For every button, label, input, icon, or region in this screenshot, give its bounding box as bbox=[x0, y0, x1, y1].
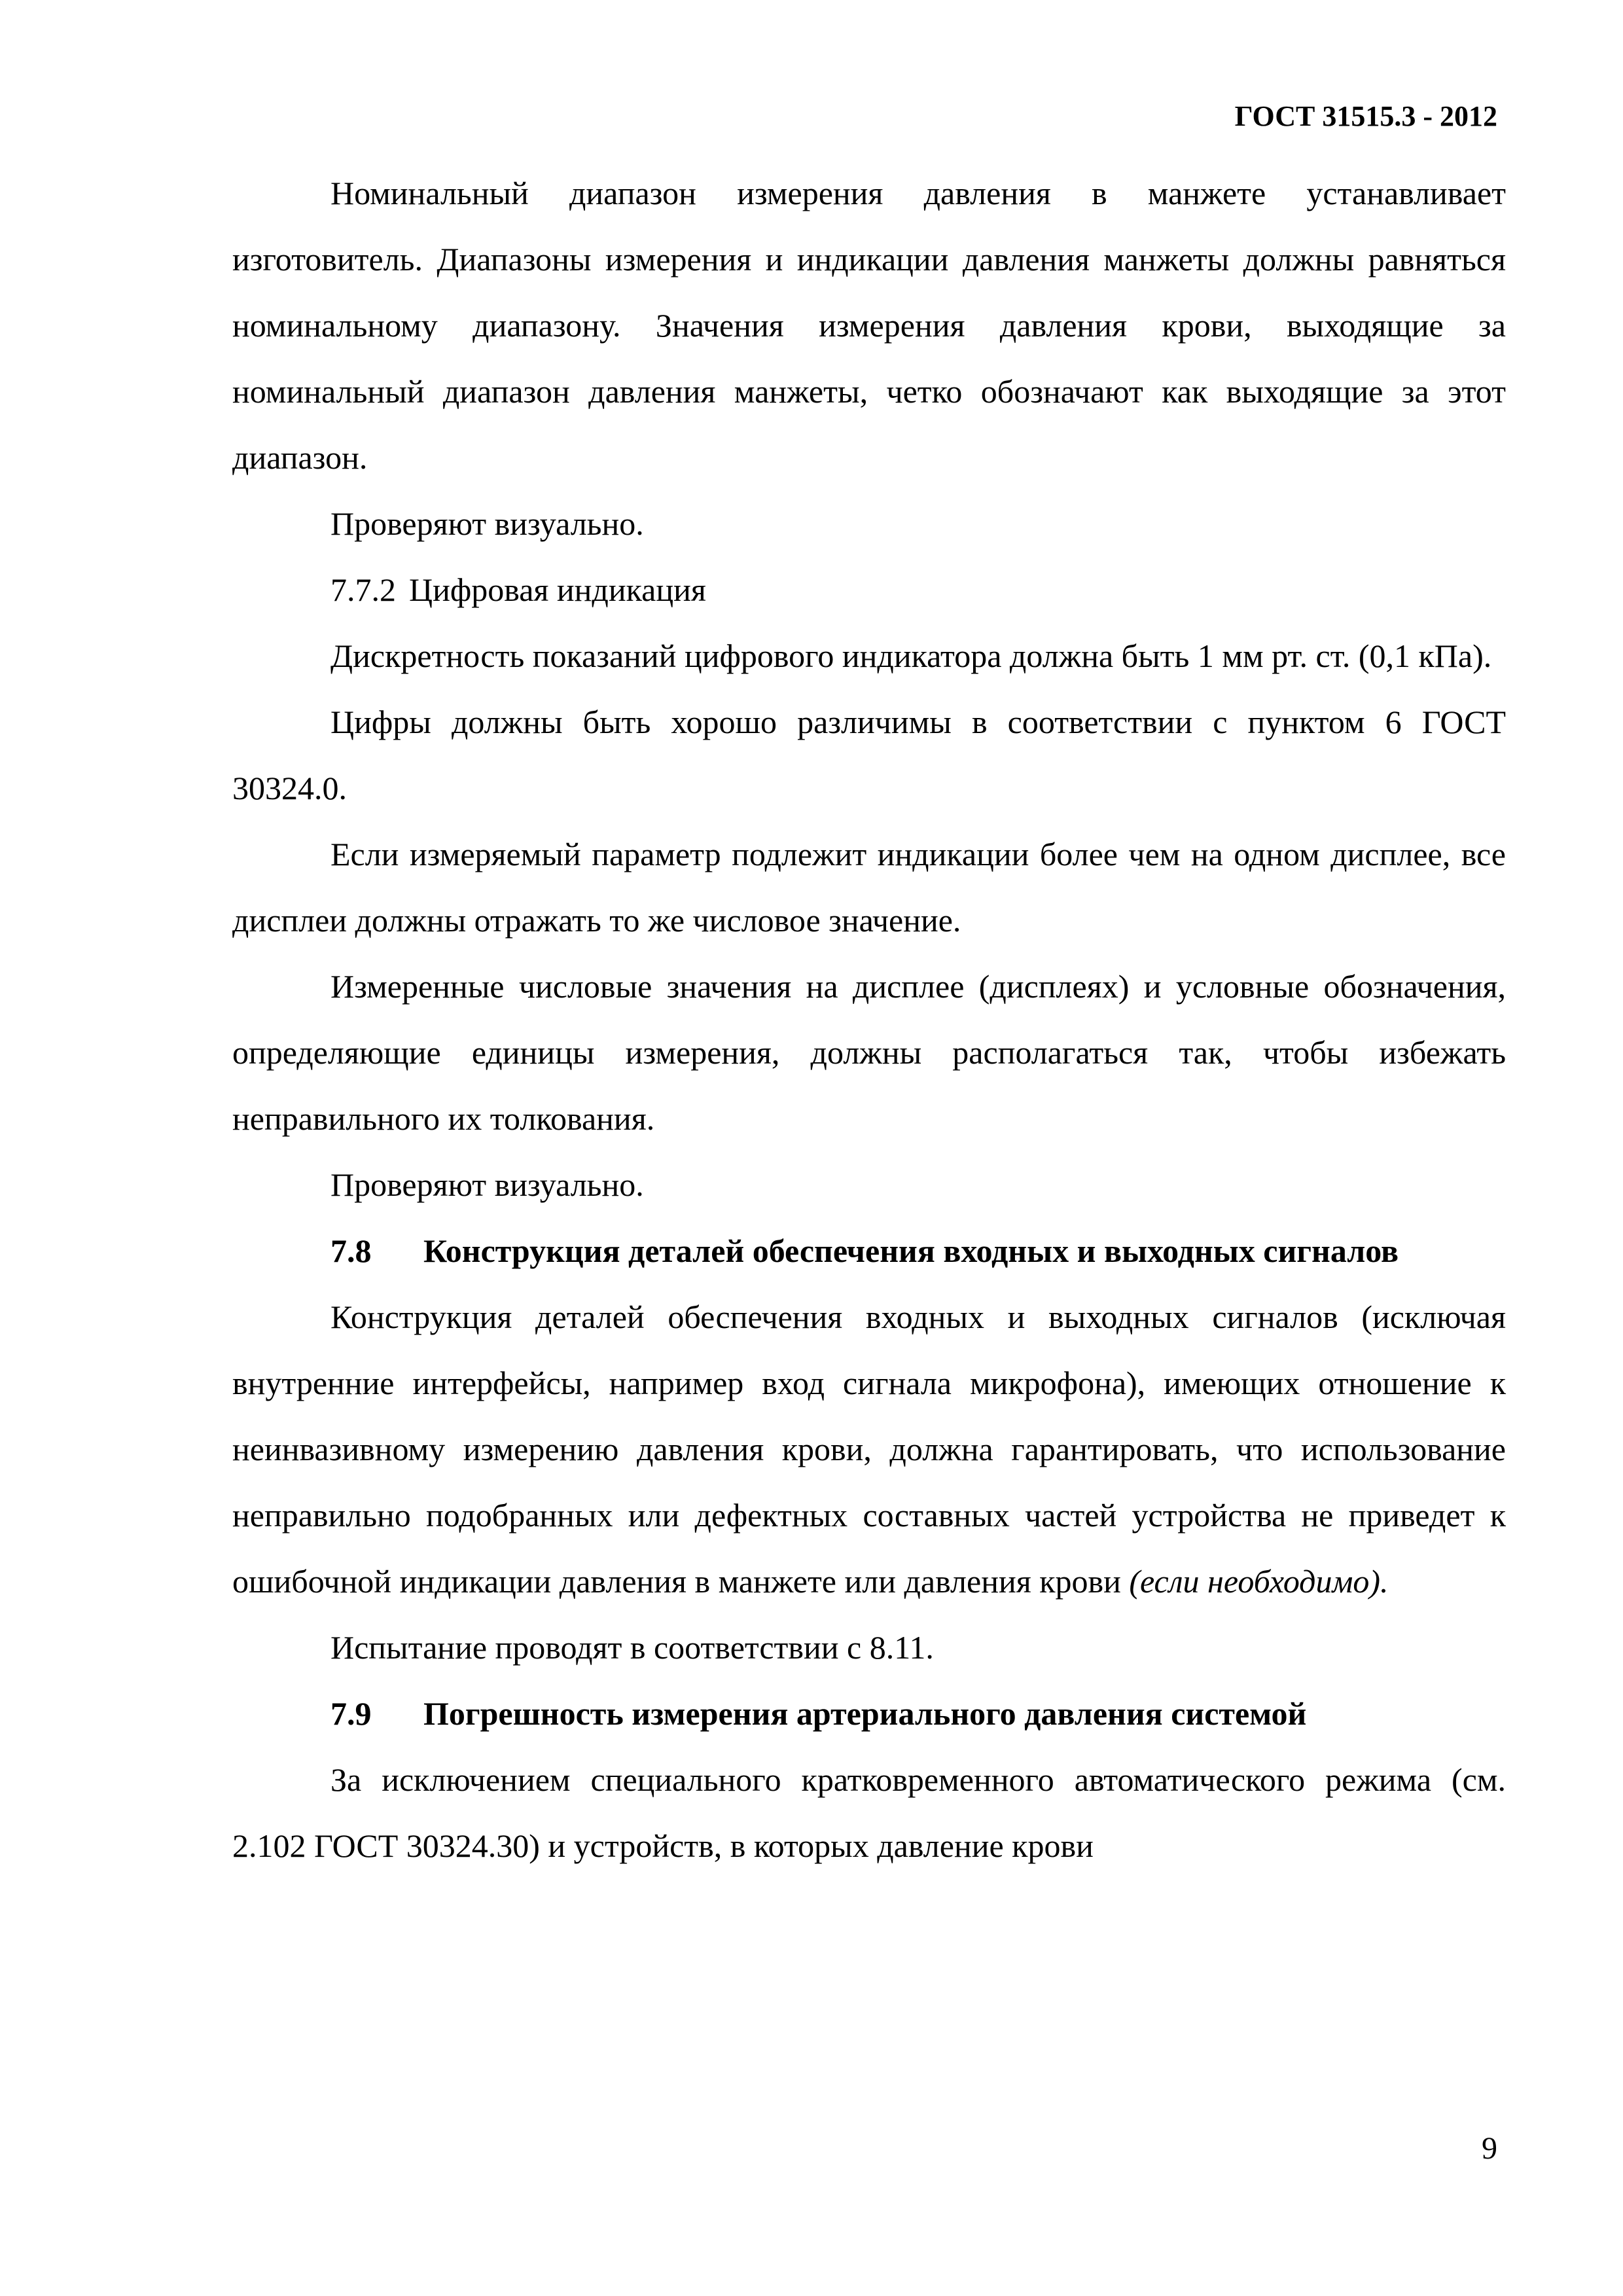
paragraph-signal-design-note: (если необходимо). bbox=[1129, 1563, 1389, 1600]
page-number: 9 bbox=[1482, 2131, 1497, 2166]
section-number: 7.8 bbox=[330, 1232, 372, 1269]
section-7-8-heading bbox=[232, 1218, 1506, 1284]
paragraph-visual-check-2: Проверяют визуально. bbox=[330, 1166, 644, 1203]
section-7-9-heading bbox=[232, 1681, 1506, 1747]
paragraph-digital-resolution: Дискретность показаний цифрового индикатора должна быть 1 мм рт. ст. (0,1 кПа). bbox=[330, 637, 1492, 674]
subsection-7-7-2-heading bbox=[232, 557, 1506, 623]
paragraph-signal-design-text: Конструкция деталей обеспечения входных и выходных сигналов (исключая внутренние интерфейсы, например вход сигнала микрофона), имеющих отношение к неинвазивному измерению давления крови, должна гарантировать, что использование неправильно подобранных или дефектных составных частей устройства не приведет к ошибочной индикации давления в манжете или давления крови bbox=[232, 1299, 1506, 1600]
paragraph-visual-check-1: Проверяют визуально. bbox=[330, 505, 644, 542]
paragraph-signal-design bbox=[232, 1284, 1506, 1615]
paragraph-pressure-range: Номинальный диапазон измерения давления в манжете устанавливает изготовитель. Диапазоны измерения и индикации давления манжеты должны равняться номинальному диапазону. Значения измерения давления крови, выходящие за номинальный диапазон давления манжеты, четко обозначают как выходящие за этот диапазон. bbox=[232, 175, 1506, 476]
paragraph-accuracy-exceptions: За исключением специального кратковременного автоматического режима (см. 2.102 ГОСТ 30324.30) и устройств, в которых давление крови bbox=[232, 1761, 1506, 1864]
section-title: Погрешность измерения артериального давления системой bbox=[423, 1695, 1307, 1732]
paragraph-display-values: Измеренные числовые значения на дисплее (дисплеях) и условные обозначения, определяющие единицы измерения, должны располагаться так, чтобы избежать неправильного их толкования. bbox=[232, 968, 1506, 1137]
section-number: 7.9 bbox=[330, 1695, 372, 1732]
subsection-number: 7.7.2 bbox=[330, 571, 396, 608]
document-body bbox=[232, 160, 1506, 1879]
paragraph-multiple-displays: Если измеряемый параметр подлежит индикации более чем на одном дисплее, все дисплеи должны отражать то же числовое значение. bbox=[232, 836, 1506, 939]
document-code-header: ГОСТ 31515.3 - 2012 bbox=[1234, 100, 1497, 132]
paragraph-test-reference: Испытание проводят в соответствии с 8.11. bbox=[330, 1629, 934, 1666]
paragraph-digits-legibility: Цифры должны быть хорошо различимы в соответствии с пунктом 6 ГОСТ 30324.0. bbox=[232, 704, 1506, 806]
subsection-title: Цифровая индикация bbox=[409, 571, 706, 608]
section-title: Конструкция деталей обеспечения входных и выходных сигналов bbox=[423, 1232, 1399, 1269]
